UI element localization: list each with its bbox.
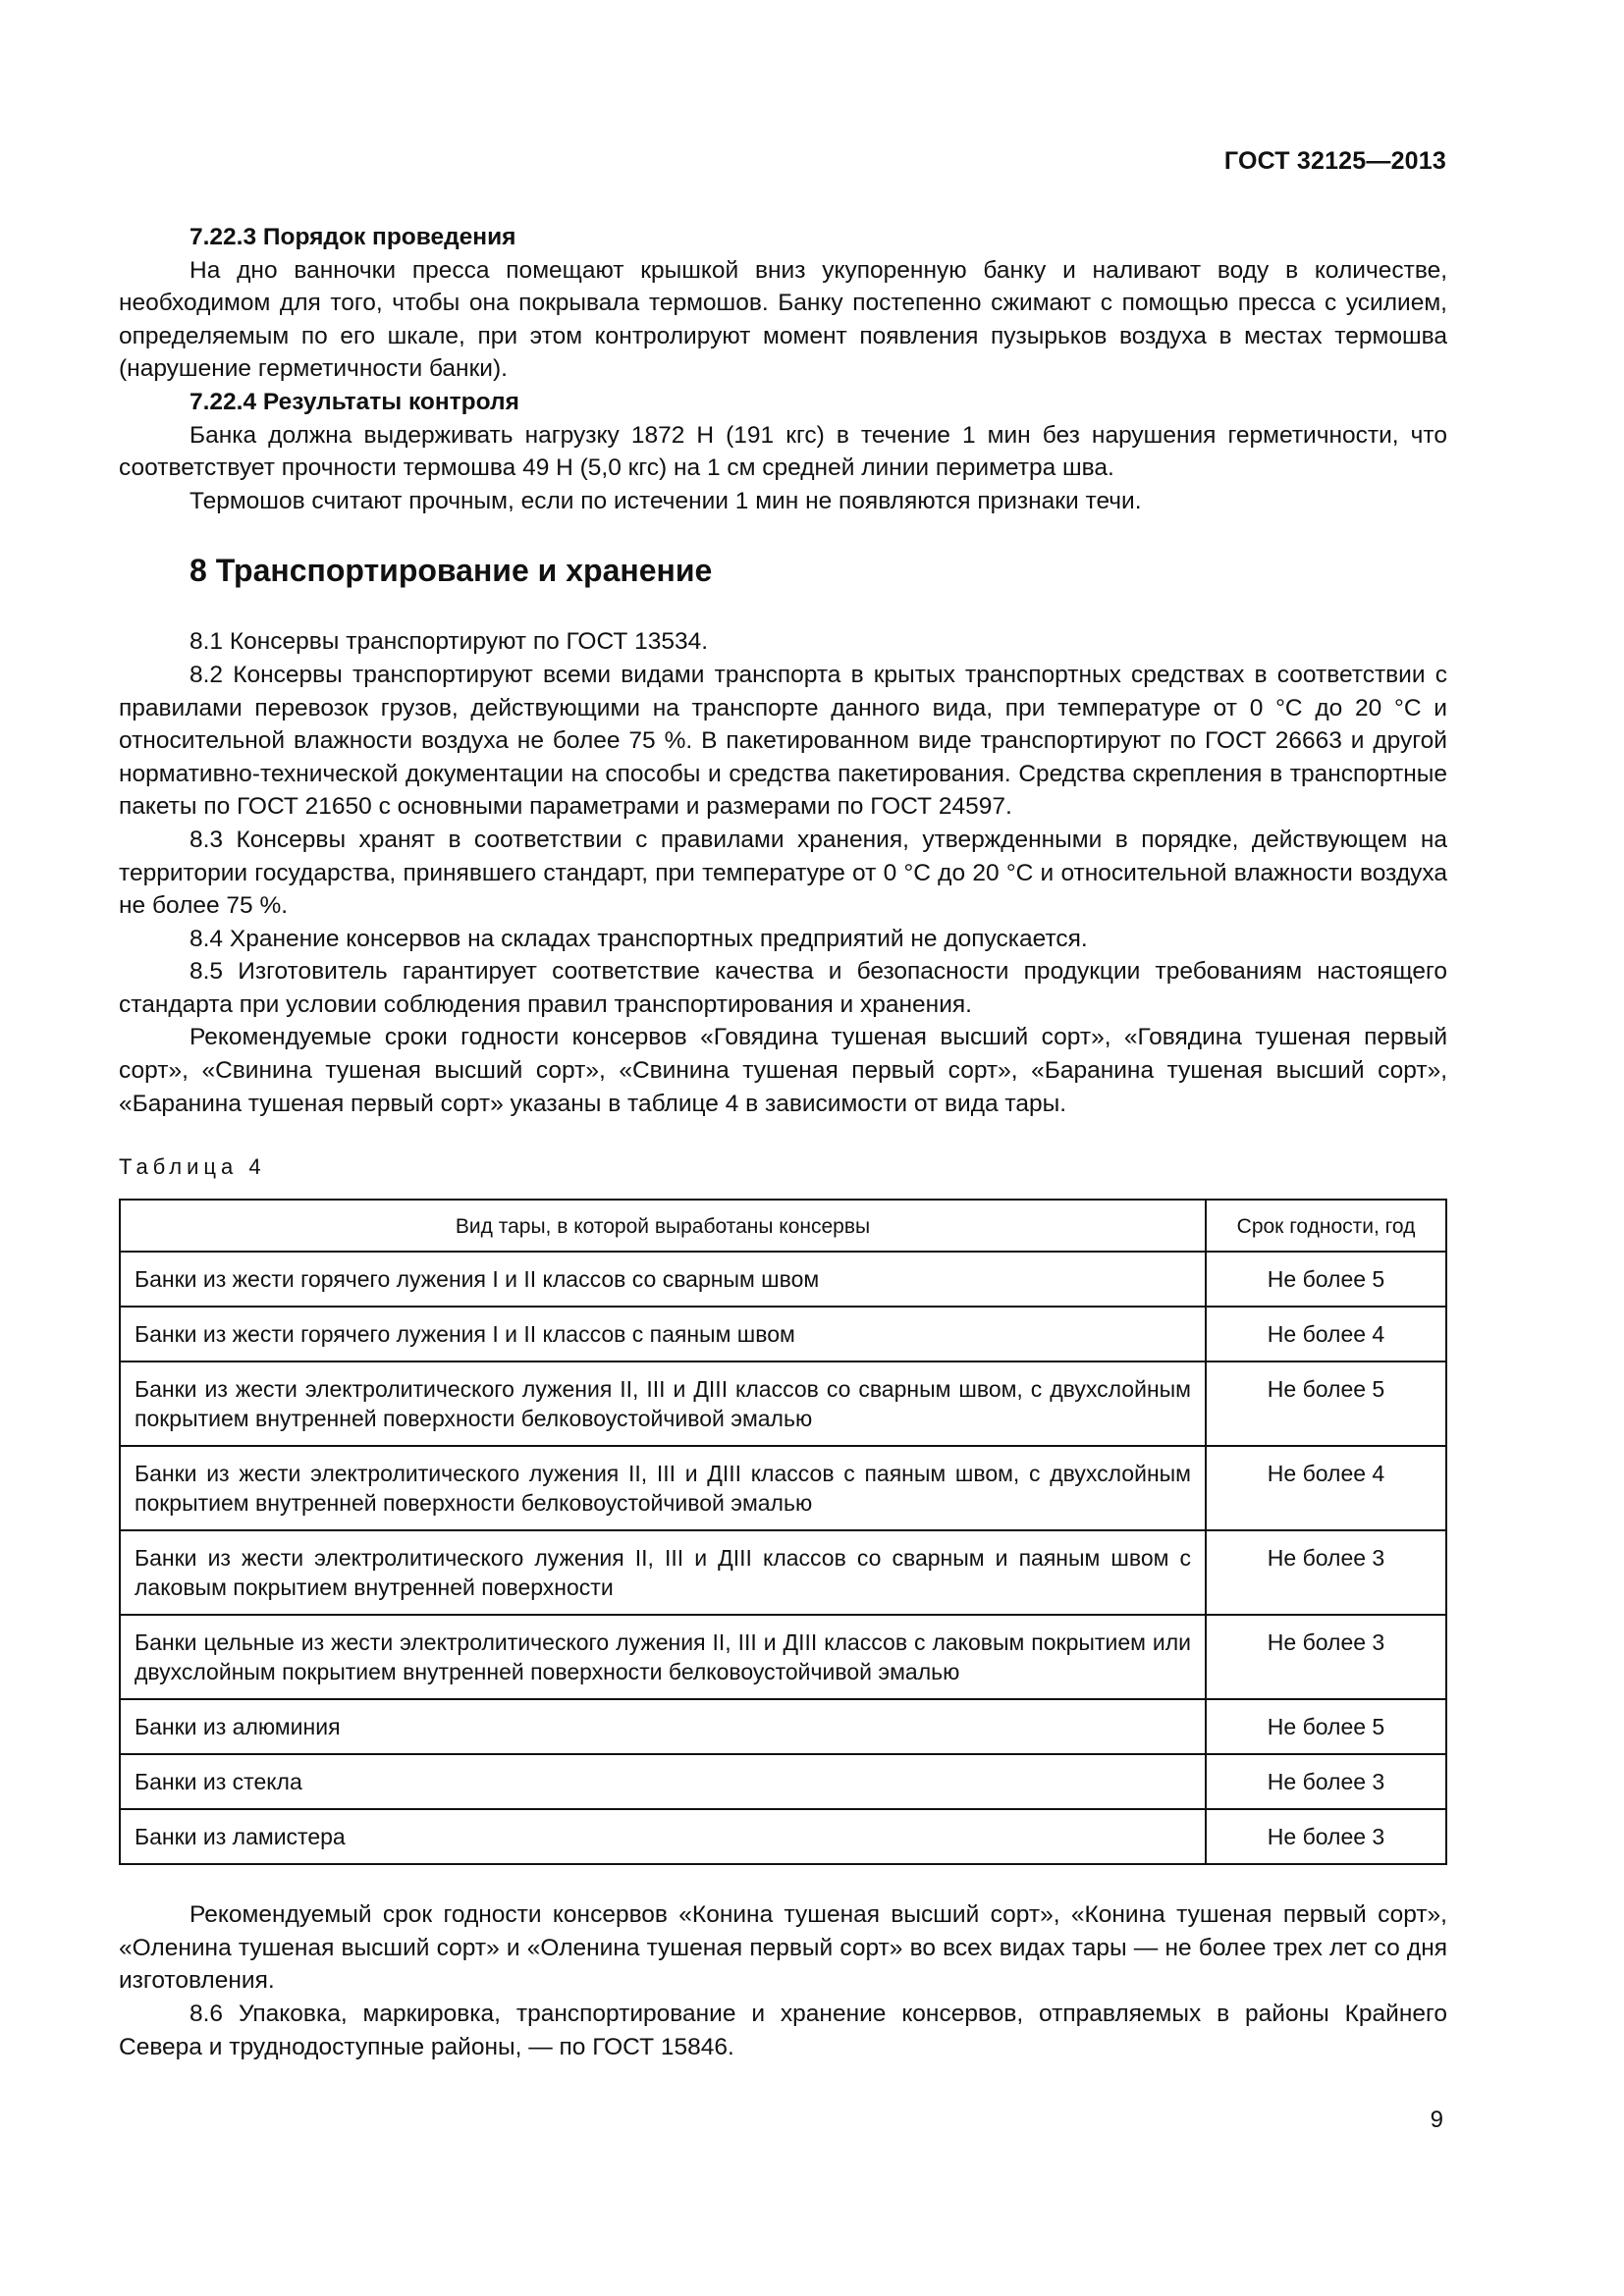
header-shelf-life: Срок годности, год <box>1206 1200 1446 1252</box>
table-header-row <box>120 1200 1446 1252</box>
paragraph-8-2: 8.2 Консервы транспортируют всеми видами транспорта в крытых транспортных средствах в соответствии с правилами перевозок грузов, действующими на транспорте данного вида, при температуре от 0 °С до 20 °С и относительной влажности воздуха не более 75 %. В пакетированном виде транспортируют по ГОСТ 26663 и другой нормативно-технической документации на способы и средства пакетирования. Средства скрепления в транспортные пакеты по ГОСТ 21650 с основными параметрами и размерами по ГОСТ 24597. <box>119 661 1447 821</box>
cell-shelf-life: Не более 3 <box>1206 1754 1446 1809</box>
cell-container-type: Банки из жести горячего лужения I и II классов с паяным швом <box>120 1307 1206 1362</box>
paragraph-7-22-3: На дно ванночки пресса помещают крышкой вниз укупоренную банку и наливают воду в количестве, необходимом для того, чтобы она покрывала термошов. Банку постепенно сжимают с помощью пресса с усилием, определяемым по его шкале, при этом контролируют момент появления пузырьков воздуха в местах термошва (нарушение герметичности банки). <box>119 256 1447 383</box>
table-row <box>120 1362 1446 1446</box>
cell-shelf-life: Не более 3 <box>1206 1615 1446 1699</box>
cell-shelf-life: Не более 3 <box>1206 1530 1446 1615</box>
paragraph-8-6: 8.6 Упаковка, маркировка, транспортирование и хранение консервов, отправляемых в районы Крайнего Севера и труднодоступные районы, — по ГОСТ 15846. <box>119 2001 1447 2060</box>
cell-container-type: Банки из ламистера <box>120 1809 1206 1864</box>
page-number: 9 <box>1430 2107 1443 2133</box>
table-row <box>120 1809 1446 1864</box>
cell-container-type: Банки из стекла <box>120 1754 1206 1809</box>
table-row <box>120 1699 1446 1754</box>
paragraph-8-5: 8.5 Изготовитель гарантирует соответствие качества и безопасности продукции требованиям настоящего стандарта при условии соблюдения правил транспортирования и хранения. <box>119 958 1447 1018</box>
cell-container-type: Банки из жести электролитического лужения II, III и ДIII классов со сварным швом, с двухслойным покрытием внутренней поверхности белковоустойчивой эмалью <box>120 1362 1206 1446</box>
cell-container-type: Банки цельные из жести электролитического лужения II, III и ДIII классов с лаковым покрытием или двухслойным покрытием внутренней поверхности белковоустойчивой эмалью <box>120 1615 1206 1699</box>
cell-container-type: Банки из жести электролитического лужения II, III и ДIII классов со сварным и паяным швом с лаковым покрытием внутренней поверхности <box>120 1530 1206 1615</box>
table-row <box>120 1446 1446 1530</box>
paragraph-8-4: 8.4 Хранение консервов на складах транспортных предприятий не допускается. <box>189 925 1088 952</box>
table-row <box>120 1307 1446 1362</box>
table-row <box>120 1530 1446 1615</box>
cell-shelf-life: Не более 4 <box>1206 1446 1446 1530</box>
paragraph-8-3: 8.3 Консервы хранят в соответствии с правилами хранения, утвержденными в порядке, действующем на территории государства, принявшего стандарт, при температуре от 0 °С до 20 °С и относительной влажности воздуха не более 75 %. <box>119 826 1447 920</box>
cell-container-type: Банки из жести горячего лужения I и II классов со сварным швом <box>120 1252 1206 1307</box>
cell-shelf-life: Не более 4 <box>1206 1307 1446 1362</box>
section-title-8: 8 Транспортирование и хранение <box>189 553 713 589</box>
cell-container-type: Банки из жести электролитического лужения II, III и ДIII классов с паяным швом, с двухслойным покрытием внутренней поверхности белковоустойчивой эмалью <box>120 1446 1206 1530</box>
cell-shelf-life: Не более 5 <box>1206 1362 1446 1446</box>
paragraph-8-1: 8.1 Консервы транспортируют по ГОСТ 13534. <box>189 628 709 656</box>
shelf-life-table <box>119 1199 1447 1865</box>
table-caption: Таблица 4 <box>119 1154 266 1180</box>
subsection-heading-7-22-3: 7.22.3 Порядок проведения <box>189 224 516 250</box>
table-row <box>120 1615 1446 1699</box>
paragraph-7-22-4-b: Термошов считают прочным, если по истечении 1 мин не появляются признаки течи. <box>189 487 1142 514</box>
document-code: ГОСТ 32125—2013 <box>1223 147 1446 175</box>
cell-container-type: Банки из алюминия <box>120 1699 1206 1754</box>
page-content <box>119 221 1447 2063</box>
cell-shelf-life: Не более 5 <box>1206 1699 1446 1754</box>
paragraph-7-22-4-a: Банка должна выдерживать нагрузку 1872 Н (191 кгс) в течение 1 мин без нарушения герметичности, что соответствует прочности термошва 49 Н (5,0 кгс) на 1 см средней линии периметра шва. <box>119 421 1447 482</box>
cell-shelf-life: Не более 5 <box>1206 1252 1446 1307</box>
paragraph-8-5-recommended: Рекомендуемые сроки годности консервов «Говядина тушеная высший сорт», «Говядина тушеная первый сорт», «Свинина тушеная высший сорт», «Свинина тушеная первый сорт», «Баранина тушеная высший сорт», «Баранина тушеная первый сорт» указаны в таблице 4 в зависимости от вида тары. <box>119 1024 1447 1117</box>
cell-shelf-life: Не более 3 <box>1206 1809 1446 1864</box>
table-row <box>120 1252 1446 1307</box>
subsection-heading-7-22-4: 7.22.4 Результаты контроля <box>189 388 519 415</box>
post-table-text <box>119 1898 1447 2063</box>
paragraph-recommended-shelf-life: Рекомендуемый срок годности консервов «Конина тушеная высший сорт», «Конина тушеная первый сорт», «Оленина тушеная высший сорт» и «Оленина тушеная первый сорт» во всех видах тары — не более трех лет со дня изготовления. <box>119 1901 1447 1995</box>
header-container-type: Вид тары, в которой выработаны консервы <box>120 1200 1206 1252</box>
table-row <box>120 1754 1446 1809</box>
